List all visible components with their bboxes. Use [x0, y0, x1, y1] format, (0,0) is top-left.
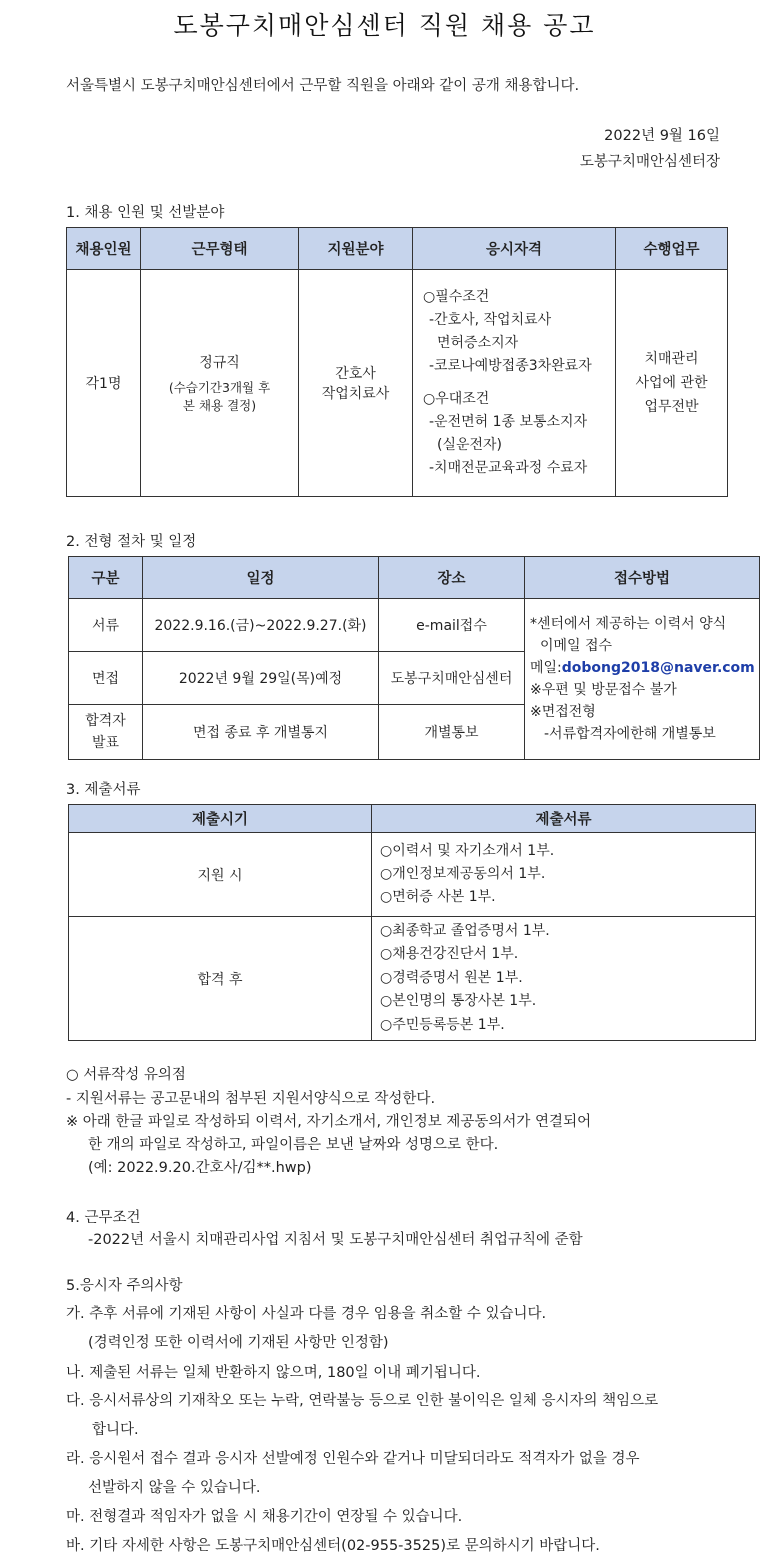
method-line: *센터에서 제공하는 이력서 양식	[530, 616, 727, 632]
section4-heading: 4. 근무조건	[66, 1210, 141, 1226]
notes-line: - 지원서류는 공고문내의 첨부된 지원서양식으로 작성한다.	[66, 1091, 436, 1107]
qual-line: -운전면허 1종 보통소지자	[429, 414, 588, 430]
place: 개별통보	[379, 705, 525, 760]
email-address: dobong2018@naver.com	[561, 660, 755, 676]
caution-item: 합니다.	[92, 1422, 139, 1438]
field-item: 간호사	[335, 366, 376, 382]
col-header: 장소	[379, 557, 525, 599]
work-type: 정규직	[199, 355, 240, 371]
section1-heading: 1. 채용 인원 및 선발분야	[66, 205, 225, 221]
field-item: 작업치료사	[321, 386, 390, 402]
apply-method-cell	[525, 599, 760, 760]
doc-item: ○면허증 사본 1부.	[380, 889, 496, 905]
section2-heading: 2. 전형 절차 및 일정	[66, 534, 197, 550]
place: 도봉구치매안심센터	[379, 652, 525, 705]
doc-item: ○개인정보제공동의서 1부.	[380, 866, 546, 882]
email-label: 메일:	[530, 660, 562, 676]
submit-when: 지원 시	[69, 833, 372, 917]
col-header: 응시자격	[413, 228, 616, 270]
doc-list	[372, 917, 756, 1041]
submit-when: 합격 후	[69, 917, 372, 1041]
field-cell	[299, 270, 413, 497]
schedule-table	[68, 556, 760, 760]
stage: 발표	[91, 735, 120, 751]
doc-item: ○주민등록등본 1부.	[380, 1016, 505, 1033]
col-header: 지원분야	[299, 228, 413, 270]
caution-item: 바. 기타 자세한 사항은 도봉구치매안심센터(02-955-3525)로 문의하시기 바랍니다.	[66, 1538, 600, 1554]
doc-item: ○경력증명서 원본 1부.	[380, 969, 523, 986]
duty-line: 치매관리	[644, 351, 699, 367]
section5-heading: 5.응시자 주의사항	[66, 1278, 183, 1294]
method-line: ※면접전형	[530, 704, 596, 720]
section3-heading: 3. 제출서류	[66, 782, 141, 798]
qual-line: 면허증소지자	[437, 335, 519, 351]
doc-list	[372, 833, 756, 917]
col-header: 구분	[69, 557, 143, 599]
caution-item: 다. 응시서류상의 기재착오 또는 누락, 연락불능 등으로 인한 불이익은 일체 응시자의 책임으로	[66, 1393, 659, 1409]
work-type-note: 본 채용 결정)	[182, 398, 257, 413]
intro-text: 서울특별시 도봉구치매안심센터에서 근무할 직원을 아래와 같이 공개 채용합니다.	[66, 78, 580, 94]
qualification-cell	[413, 270, 616, 497]
doc-item: ○채용건강진단서 1부.	[380, 946, 519, 963]
stage: 합격자	[85, 713, 126, 729]
issuer: 도봉구치매안심센터장	[579, 154, 720, 170]
section4-body: -2022년 서울시 치매관리사업 지침서 및 도봉구치매안심센터 취업규칙에 준함	[88, 1232, 583, 1248]
documents-table	[68, 804, 756, 1041]
work-type-cell	[141, 270, 299, 497]
qual-line: -간호사, 작업치료사	[429, 312, 552, 328]
qual-line: ○필수조건	[423, 289, 490, 305]
notice-date: 2022년 9월 16일	[604, 128, 720, 144]
schedule: 면접 종료 후 개별통지	[143, 705, 379, 760]
col-header: 제출서류	[372, 805, 756, 833]
caution-item: 가. 추후 서류에 기재된 사항이 사실과 다를 경우 임용을 취소할 수 있습니다.	[66, 1306, 547, 1322]
doc-item: ○최종학교 졸업증명서 1부.	[380, 922, 550, 939]
qual-line: (실운전자)	[437, 437, 503, 453]
qual-line: -치매전문교육과정 수료자	[429, 460, 588, 476]
duty-line: 사업에 관한	[635, 375, 708, 391]
notes-line: (예: 2022.9.20.간호사/김**.hwp)	[88, 1160, 312, 1176]
schedule: 2022년 9월 29일(목)예정	[143, 652, 379, 705]
qual-line: ○우대조건	[423, 391, 490, 407]
qual-line: -코로나예방접종3차완료자	[429, 358, 592, 374]
doc-item: ○본인명의 통장사본 1부.	[380, 993, 537, 1010]
caution-item: 마. 전형결과 적임자가 없을 시 채용기간이 연장될 수 있습니다.	[66, 1509, 463, 1525]
recruit-table	[66, 227, 728, 497]
page-title: 도봉구치매안심센터 직원 채용 공고	[173, 11, 596, 40]
col-header: 근무형태	[141, 228, 299, 270]
stage-cell	[69, 705, 143, 760]
notes-line: ※ 아래 한글 파일로 작성하되 이력서, 자기소개서, 개인정보 제공동의서가 연결되어	[66, 1114, 592, 1130]
email-line	[530, 657, 759, 679]
method-line: 이메일 접수	[540, 638, 613, 654]
place: e-mail접수	[379, 599, 525, 652]
stage: 서류	[69, 599, 143, 652]
recruit-count: 각1명	[67, 270, 141, 497]
caution-item: 나. 제출된 서류는 일체 반환하지 않으며, 180일 이내 폐기됩니다.	[66, 1365, 481, 1381]
doc-item: ○이력서 및 자기소개서 1부.	[380, 843, 555, 859]
method-line: -서류합격자에한해 개별통보	[544, 726, 716, 742]
col-header: 접수방법	[525, 557, 760, 599]
work-type-note: (수습기간3개월 후	[168, 380, 271, 395]
col-header: 일정	[143, 557, 379, 599]
stage: 면접	[69, 652, 143, 705]
notes-line: 한 개의 파일로 작성하고, 파일이름은 보낸 날짜와 성명으로 한다.	[88, 1137, 499, 1153]
duty-line: 업무전반	[644, 399, 699, 415]
col-header: 채용인원	[67, 228, 141, 270]
method-line: ※우편 및 방문접수 불가	[530, 682, 677, 698]
caution-item: (경력인정 또한 이력서에 기재된 사항만 인정함)	[88, 1335, 389, 1351]
duty-cell	[616, 270, 728, 497]
col-header: 수행업무	[616, 228, 728, 270]
schedule: 2022.9.16.(금)~2022.9.27.(화)	[143, 599, 379, 652]
notes-heading: ○ 서류작성 유의점	[66, 1067, 186, 1083]
caution-item: 라. 응시원서 접수 결과 응시자 선발예정 인원수와 같거나 미달되더라도 적격자가 없을 경우	[66, 1451, 640, 1467]
caution-item: 선발하지 않을 수 있습니다.	[88, 1480, 261, 1496]
col-header: 제출시기	[69, 805, 372, 833]
